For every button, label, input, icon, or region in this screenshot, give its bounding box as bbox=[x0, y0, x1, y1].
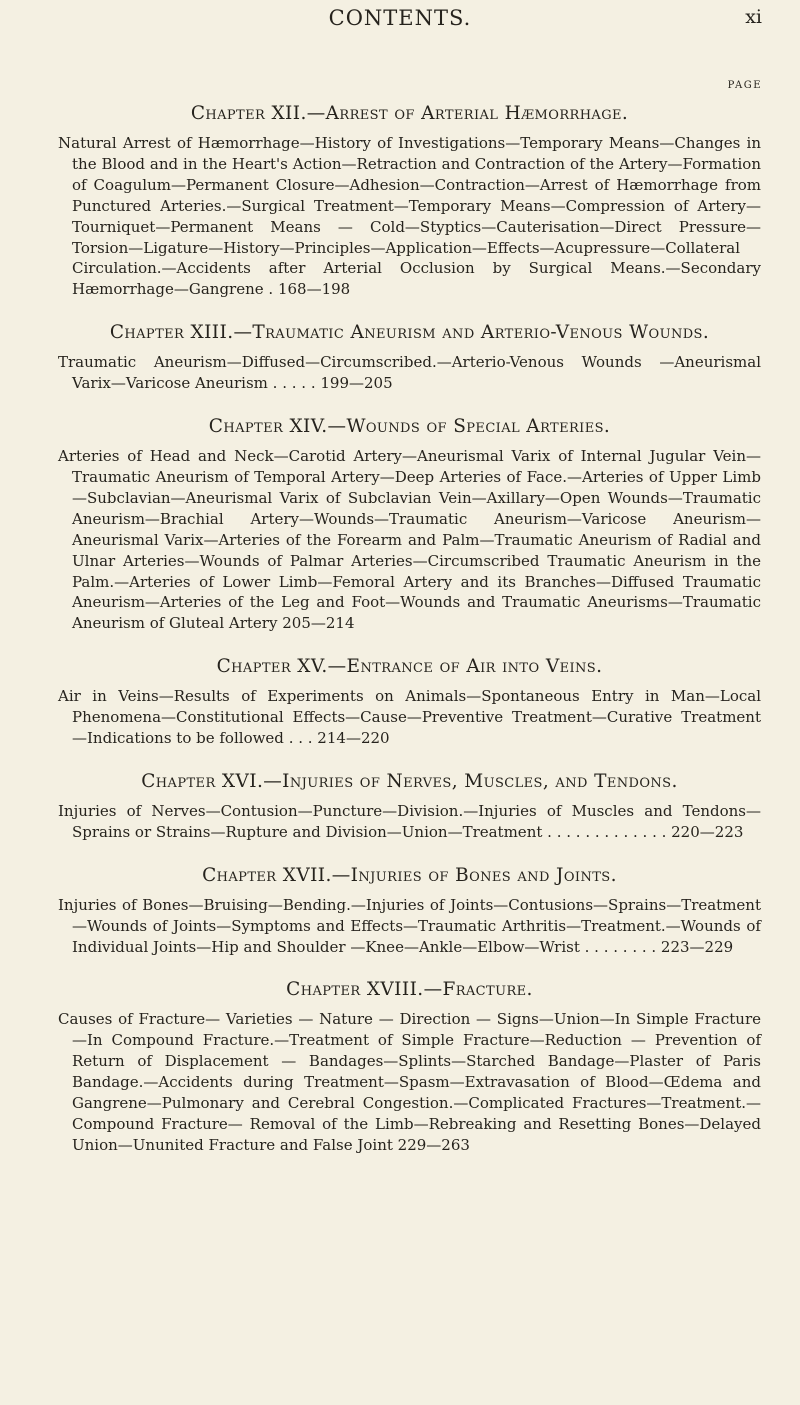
summary-text: Traumatic Aneurism—Diffused—Circumscribed.—Arterio-Venous Wounds —Aneurismal Varix—Varicose Aneurism bbox=[58, 353, 761, 393]
page-range: . 168—198 bbox=[268, 280, 351, 299]
page-number: xi bbox=[745, 6, 762, 28]
summary-text: Causes of Fracture— Varieties — Nature — Direction — Signs—Union—In Simple Fracture—In Compound Fracture.—Treatment of Simple Fracture—Reduction — Prevention of Return of Displacement — Bandages—Splints—Starched Bandage—Plaster of Paris Bandage.—Accidents during Treatment—Spasm—Extravasation of Blood—Œdema and Gangrene—Pulmonary and Cerebral Congestion.—Complicated Fractures—Treatment.—Compound Fracture— Removal of the Limb—Rebreaking and Resetting Bones—Delayed Union—Ununited Fracture and False Joint bbox=[58, 1010, 761, 1154]
chapter-xvi bbox=[58, 768, 761, 843]
chapter-xiv bbox=[58, 413, 761, 634]
summary-text: Injuries of Nerves—Contusion—Puncture—Division.—Injuries of Muscles and Tendons—Sprains or Strains—Rupture and Division—Union—Treatment bbox=[58, 801, 761, 841]
chapter-heading: Chapter XVI.—Injuries of Nerves, Muscles, and Tendons. bbox=[141, 770, 678, 792]
page-column-label: PAGE bbox=[727, 80, 762, 91]
page-range: 205—214 bbox=[282, 614, 355, 633]
summary-text: Injuries of Bones—Bruising—Bending.—Injuries of Joints—Contusions—Sprains—Treatment—Wounds of Joints—Symptoms and Effects—Traumatic Arthritis—Treatment.—Wounds of Individual Joints—Hip and Shoulder —Knee—Ankle—Elbow—Wrist bbox=[58, 895, 761, 956]
summary-text: Natural Arrest of Hæmorrhage—History of Investigations—Temporary Means—Changes in the Blood and in the Heart's Action—Retraction and Contraction of the Artery—Formation of Coagulum—Permanent Closure—Adhesion—Contraction—Arrest of Hæmorrhage from Punctured Arteries.—Surgical Treatment—Temporary Means—Compression of Artery—Tourniquet—Permanent Means — Cold—Styptics—Cauterisation—Direct Pressure—Torsion—Ligature—History—Principles—Application—Effects—Acupressure—Collateral Circulation.—Accidents after Arterial Occlusion by Surgical Means.—Secondary Hæmorrhage—Gangrene bbox=[58, 134, 761, 299]
chapter-xiii bbox=[58, 319, 761, 394]
page-range: . . . . . . . . . . . . . 220—223 bbox=[547, 822, 744, 841]
chapter-heading: Chapter XV.—Entrance of Air into Veins. bbox=[216, 656, 603, 678]
page-range: . . . . . . . . 223—229 bbox=[584, 937, 734, 956]
chapter-xviii bbox=[58, 976, 761, 1155]
chapter-summary bbox=[58, 801, 761, 843]
chapter-summary bbox=[58, 133, 761, 300]
chapter-summary bbox=[58, 686, 761, 749]
chapter-summary bbox=[58, 895, 761, 958]
chapter-xvii bbox=[58, 862, 761, 958]
chapter-xv bbox=[58, 653, 761, 749]
contents-list bbox=[58, 100, 761, 1156]
summary-text: Arteries of Head and Neck—Carotid Artery—Aneurismal Varix of Internal Jugular Vein—Traumatic Aneurism of Temporal Artery—Deep Arteries of Face.—Arteries of Upper Limb—Subclavian—Aneurismal Varix of Subclavian Vein—Axillary—Open Wounds—Traumatic Aneurism—Brachial Artery—Wounds—Traumatic Aneurism—Varicose Aneurism— Aneurismal Varix—Arteries of the Forearm and Palm—Traumatic Aneurism of Radial and Ulnar Arteries—Wounds of Palmar Arteries—Circumscribed Traumatic Aneurism in the Palm.—Arteries of Lower Limb—Femoral Artery and its Branches—Diffused Traumatic Aneurism—Arteries of the Leg and Foot—Wounds and Traumatic Aneurisms—Traumatic Aneurism of Gluteal Artery bbox=[58, 447, 761, 633]
chapter-summary bbox=[58, 1009, 761, 1155]
chapter-xii bbox=[58, 100, 761, 300]
chapter-heading: Chapter XIV.—Wounds of Special Arteries. bbox=[208, 416, 611, 438]
page-range: . . . 214—220 bbox=[288, 729, 390, 748]
chapter-summary bbox=[58, 352, 761, 394]
chapter-heading: Chapter XII.—Arrest of Arterial Hæmorrhage. bbox=[190, 103, 629, 124]
page-range: . . . . . 199—205 bbox=[272, 374, 393, 393]
chapter-heading: Chapter XVII.—Injuries of Bones and Joints. bbox=[202, 864, 617, 886]
chapter-summary bbox=[58, 446, 761, 634]
chapter-heading: Chapter XVIII.—Fracture. bbox=[286, 979, 533, 1001]
running-head: CONTENTS. bbox=[328, 6, 472, 30]
page-range: 229—263 bbox=[397, 1135, 470, 1154]
chapter-heading: Chapter XIII.—Traumatic Aneurism and Arterio-Venous Wounds. bbox=[109, 322, 710, 344]
summary-text: Air in Veins—Results of Experiments on Animals—Spontaneous Entry in Man—Local Phenomena—Constitutional Effects—Cause—Preventive Treatment—Curative Treatment—Indications to be followed bbox=[58, 687, 761, 748]
